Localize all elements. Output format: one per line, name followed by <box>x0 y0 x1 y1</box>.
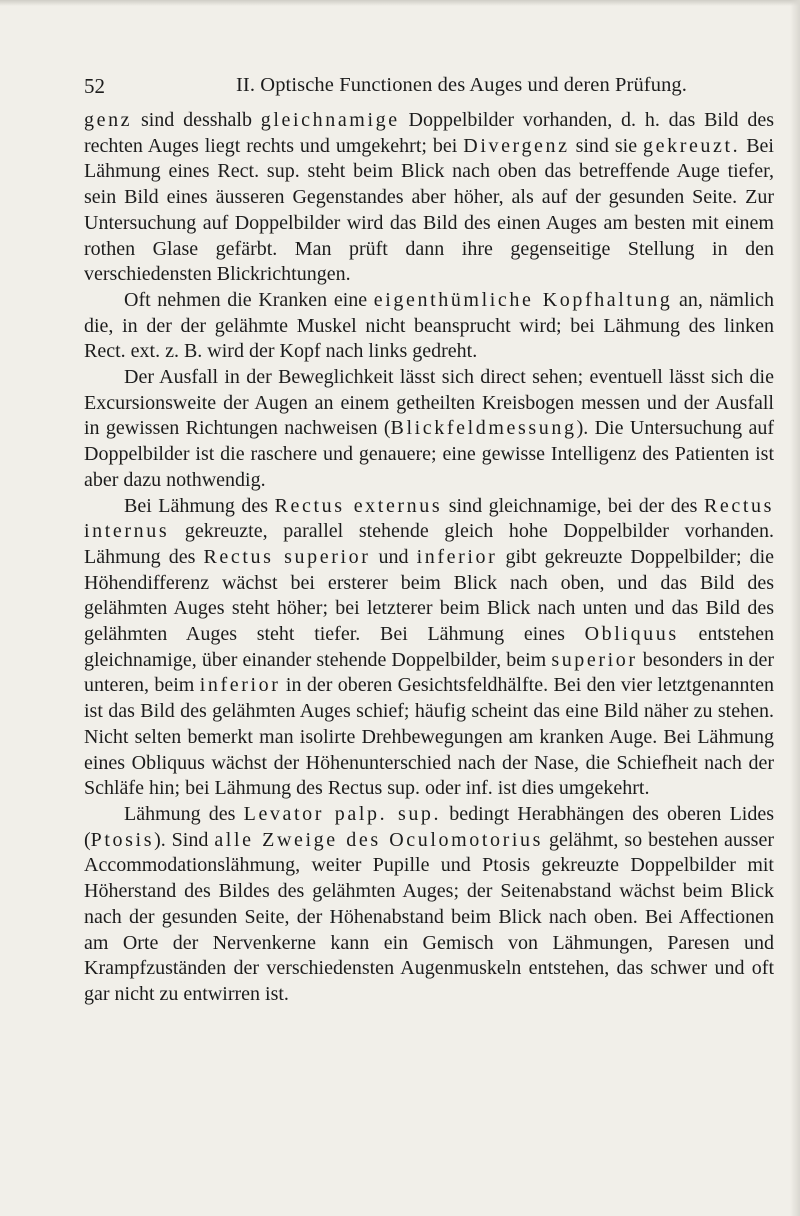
text-run: sind desshalb <box>132 109 261 131</box>
emphasized-term: inferior <box>416 545 498 568</box>
emphasized-term: Ptosis <box>90 828 155 851</box>
paragraph <box>84 802 774 1008</box>
emphasized-term: Divergenz <box>463 134 570 157</box>
emphasized-term: Blickfeldmessung <box>390 417 577 440</box>
emphasized-term: Rectus internus <box>84 494 774 543</box>
running-title: II. Optische Functionen des Auges und deren Prüfung. <box>236 74 687 96</box>
text-run: entstehen gleichnamige, über einander stehende Doppelbilder, beim <box>84 623 774 671</box>
emphasized-term: genz <box>84 109 133 131</box>
text-run: sind sie <box>569 134 644 157</box>
text-run: gibt gekreuzte Doppelbilder; die Höhendifferenz wächst bei ersterer beim Blick nach oben, und das Bild des gelähmten Auges steht höher; bei letzterer beim Blick nach unten und das Bild des gelähmten Auges steht tiefer. Bei Lähmung eines <box>84 545 774 646</box>
text-run: in der oberen Gesichtsfeldhälfte. Bei den vier letztgenannten ist das Bild des gelähmten Auges schief; häufig scheint das eine Bild näher zu stehen. Nicht selten bemerkt man isolirte Drehbewegungen am kranken Auge. Bei Lähmung eines Obliquus wächst der Höhenunterschied nach der Nase, die Schiefheit nach der Schläfe hin; bei Lähmung des Rectus sup. oder inf. ist dies umgekehrt. <box>84 674 774 800</box>
scan-edge-top <box>0 0 800 6</box>
text-run: besonders in der unteren, beim <box>84 648 775 697</box>
paragraph <box>84 365 774 494</box>
paragraph <box>84 494 774 802</box>
emphasized-term: Levator palp. sup. <box>243 802 442 825</box>
text-run: bedingt Herabhängen des oberen Lides ( <box>84 802 775 851</box>
text-run: gelähmt, so bestehen ausser Accommodationslähmung, weiter Pupille und Ptosis gekreuzte Doppelbilder mit Höherstand des Bildes des gelähmten Auges; der Seitenabstand wächst beim Blick nach der gesunden Seite, der Höhenabstand beim Blick nach oben. Bei Affectionen am Orte der Nervenkerne kann ein Gemisch von Lähmungen, Paresen und Krampfzuständen der verschiedensten Augenmuskeln entstehen, das schwer und oft gar nicht zu entwirren ist. <box>84 828 774 1005</box>
book-page <box>84 74 774 1008</box>
page-number: 52 <box>84 74 105 98</box>
text-run: ). Sind <box>154 828 215 851</box>
emphasized-term: eigenthümliche Kopfhaltung <box>373 288 673 311</box>
text-run: Der Ausfall in der Beweglichkeit lässt sich direct sehen; eventuell lässt sich die Excursionsweite der Augen an einem getheilten Kreisbogen messen und der Ausfall in gewissen Richtungen nachweisen ( <box>84 366 774 440</box>
text-run: Lähmung des <box>124 802 244 825</box>
text-run: Bei Lähmung eines Rect. sup. steht beim Blick nach oben das betreffende Auge tiefer, sein Bild eines äusseren Gegenstandes aber höher, als auf der gesunden Seite. Zur Untersuchung auf Doppelbilder wird das Bild des einen Auges am besten mit einem rothen Glase gefärbt. Man prüft dann ihre gegenseitige Stellung in den verschiedensten Blickrichtungen. <box>84 134 774 286</box>
emphasized-term: Rectus superior <box>203 545 371 568</box>
text-run: Oft nehmen die Kranken eine <box>124 288 374 311</box>
running-head <box>84 74 774 108</box>
text-run: gekreuzte, parallel stehende gleich hohe Doppelbilder vorhanden. Lähmung des <box>84 520 774 568</box>
paragraph <box>84 288 774 365</box>
text-run: Doppelbilder vorhanden, d. h. das Bild des rechten Auges liegt rechts und umgekehrt; bei <box>84 109 774 157</box>
emphasized-term: Rectus externus <box>274 494 443 517</box>
text-run: an, nämlich die, in der der gelähmte Muskel nicht beansprucht wird; bei Lähmung des linken Rect. ext. z. B. wird der Kopf nach links gedreht. <box>84 288 774 363</box>
text-run: sind gleichnamige, bei der des <box>442 494 704 517</box>
paragraph <box>84 108 774 288</box>
text-run: und <box>370 545 417 568</box>
emphasized-term: gekreuzt. <box>643 134 741 157</box>
emphasized-term: alle Zweige des Oculomotorius <box>214 828 544 851</box>
emphasized-term: inferior <box>199 674 281 697</box>
scan-edge-right <box>790 0 800 1216</box>
body-text <box>84 108 774 1008</box>
emphasized-term: superior <box>551 648 638 671</box>
text-run: ). Die Untersuchung auf Doppelbilder ist die raschere und genauere; eine gewisse Intelligenz des Patienten ist aber dazu nothwendig. <box>84 417 774 491</box>
text-run: Bei Lähmung des <box>124 494 275 517</box>
emphasized-term: gleichnamige <box>260 109 400 131</box>
emphasized-term: Obliquus <box>584 623 679 646</box>
